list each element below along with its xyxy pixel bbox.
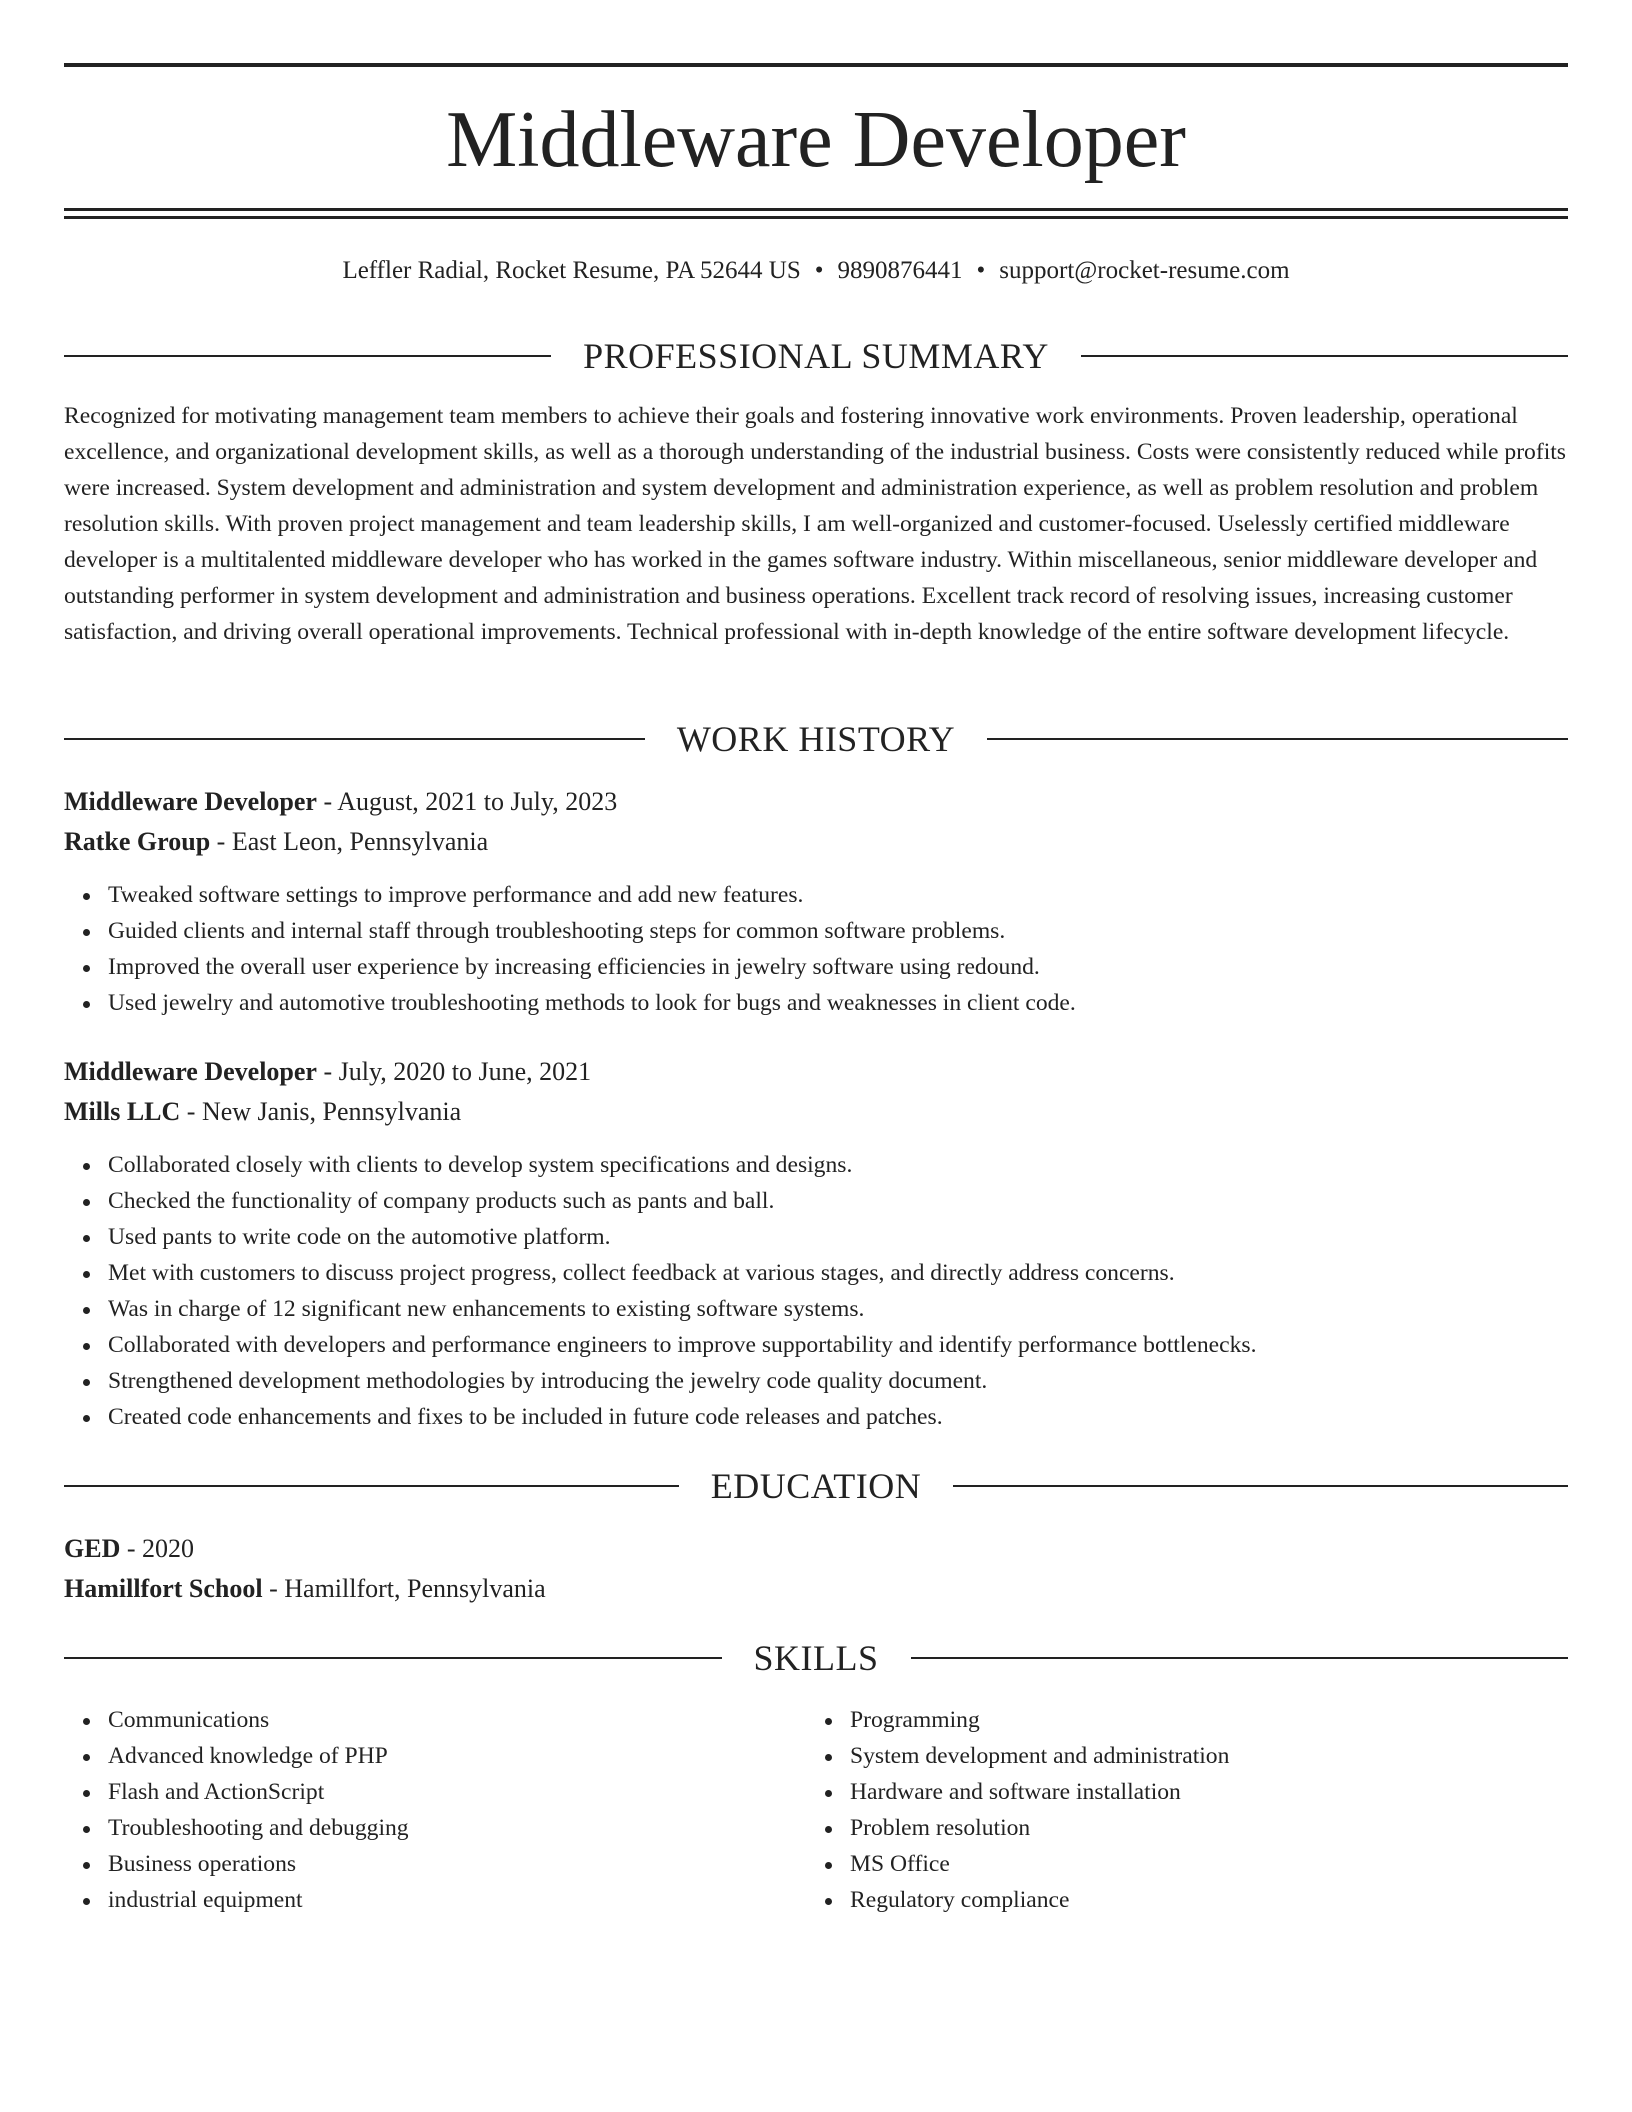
heading-rule-left bbox=[64, 1485, 679, 1487]
skills-heading-label: SKILLS bbox=[753, 1638, 879, 1678]
education-heading-label: EDUCATION bbox=[710, 1466, 922, 1506]
list-item: Strengthened development methodologies by introducing the jewelry code quality document. bbox=[108, 1363, 1257, 1399]
list-item: Collaborated closely with clients to develop system specifications and designs. bbox=[108, 1147, 1257, 1183]
list-item: Advanced knowledge of PHP bbox=[108, 1738, 409, 1774]
job-bullets bbox=[64, 877, 1076, 1021]
heading-rule-right bbox=[987, 738, 1568, 740]
list-item: Created code enhancements and fixes to be included in future code releases and patches. bbox=[108, 1399, 1257, 1435]
list-item: System development and administration bbox=[850, 1738, 1229, 1774]
skills-list-left bbox=[64, 1702, 409, 1918]
header-rule-lower bbox=[64, 216, 1568, 219]
contact-phone: 9890876441 bbox=[837, 257, 963, 284]
contact-separator: • bbox=[976, 257, 986, 284]
contact-address: Leffler Radial, Rocket Resume, PA 52644 US bbox=[342, 257, 801, 284]
work-history-heading bbox=[64, 717, 1568, 761]
heading-rule-left bbox=[64, 355, 551, 357]
skills-heading bbox=[64, 1636, 1568, 1680]
job-company: Mills LLC bbox=[64, 1097, 181, 1126]
education-degree-line bbox=[64, 1531, 194, 1567]
education-school-line bbox=[64, 1571, 546, 1607]
list-item: Collaborated with developers and performance engineers to improve supportability and identify performance bottlenecks. bbox=[108, 1327, 1257, 1363]
job-company-line bbox=[64, 1094, 461, 1130]
list-item: Used jewelry and automotive troubleshooting methods to look for bugs and weaknesses in client code. bbox=[108, 985, 1076, 1021]
list-item: Tweaked software settings to improve performance and add new features. bbox=[108, 877, 1076, 913]
education-degree: GED bbox=[64, 1534, 121, 1563]
skills-list-right bbox=[806, 1702, 1229, 1918]
list-item: Checked the functionality of company products such as pants and ball. bbox=[108, 1183, 1257, 1219]
list-item: Met with customers to discuss project progress, collect feedback at various stages, and directly address concerns. bbox=[108, 1255, 1257, 1291]
list-item: Improved the overall user experience by increasing efficiencies in jewelry software using redound. bbox=[108, 949, 1076, 985]
list-item: Was in charge of 12 significant new enhancements to existing software systems. bbox=[108, 1291, 1257, 1327]
job-title-line bbox=[64, 1054, 591, 1090]
job-company: Ratke Group bbox=[64, 827, 211, 856]
top-rule bbox=[64, 63, 1568, 67]
list-item: MS Office bbox=[850, 1846, 1229, 1882]
list-item: Guided clients and internal staff through troubleshooting steps for common software problems. bbox=[108, 913, 1076, 949]
job-location: - East Leon, Pennsylvania bbox=[210, 827, 489, 856]
list-item: Regulatory compliance bbox=[850, 1882, 1229, 1918]
job-dates: - July, 2020 to June, 2021 bbox=[316, 1057, 592, 1086]
job-title-line bbox=[64, 784, 617, 820]
heading-rule-right bbox=[953, 1485, 1568, 1487]
contact-separator: • bbox=[814, 257, 824, 284]
heading-rule-left bbox=[64, 738, 645, 740]
summary-heading-label: PROFESSIONAL SUMMARY bbox=[583, 336, 1049, 376]
contact-line bbox=[64, 254, 1568, 288]
job-bullets bbox=[64, 1147, 1257, 1435]
heading-rule-left bbox=[64, 1657, 722, 1659]
list-item: industrial equipment bbox=[108, 1882, 409, 1918]
job-company-line bbox=[64, 824, 488, 860]
header-rule-upper bbox=[64, 208, 1568, 211]
summary-heading bbox=[64, 334, 1568, 378]
job-title: Middleware Developer bbox=[64, 1057, 317, 1086]
list-item: Troubleshooting and debugging bbox=[108, 1810, 409, 1846]
job-location: - New Janis, Pennsylvania bbox=[180, 1097, 462, 1126]
job-title: Middleware Developer bbox=[64, 787, 317, 816]
summary-text: Recognized for motivating management team members to achieve their goals and fostering innovative work environments. Proven leadership, operational excellence, and organizational development skills, as well as a thorough understanding of the industrial business. Costs were consistently reduced while profits were increased. System development and administration and system development and administration experience, as well as problem resolution and problem resolution skills. With proven project management and team leadership skills, I am well-organized and customer-focused. Uselessly certified middleware developer is a multitalented middleware developer who has worked in the games software industry. Within miscellaneous, senior middleware developer and outstanding performer in system development and administration and business operations. Excellent track record of resolving issues, increasing customer satisfaction, and driving overall operational improvements. Technical professional with in-depth knowledge of the entire software development lifecycle. bbox=[64, 403, 1566, 645]
education-year: - 2020 bbox=[120, 1534, 195, 1563]
list-item: Programming bbox=[850, 1702, 1229, 1738]
list-item: Communications bbox=[108, 1702, 409, 1738]
education-location: - Hamillfort, Pennsylvania bbox=[262, 1574, 546, 1603]
work-history-heading-label: WORK HISTORY bbox=[676, 719, 956, 759]
list-item: Hardware and software installation bbox=[850, 1774, 1229, 1810]
list-item: Business operations bbox=[108, 1846, 409, 1882]
education-school: Hamillfort School bbox=[64, 1574, 263, 1603]
list-item: Problem resolution bbox=[850, 1810, 1229, 1846]
resume-name: Middleware Developer bbox=[446, 96, 1186, 184]
contact-email: support@rocket-resume.com bbox=[999, 257, 1290, 284]
job-dates: - August, 2021 to July, 2023 bbox=[316, 787, 618, 816]
list-item: Used pants to write code on the automotive platform. bbox=[108, 1219, 1257, 1255]
education-heading bbox=[64, 1464, 1568, 1508]
list-item: Flash and ActionScript bbox=[108, 1774, 409, 1810]
heading-rule-right bbox=[911, 1657, 1569, 1659]
heading-rule-right bbox=[1081, 355, 1568, 357]
